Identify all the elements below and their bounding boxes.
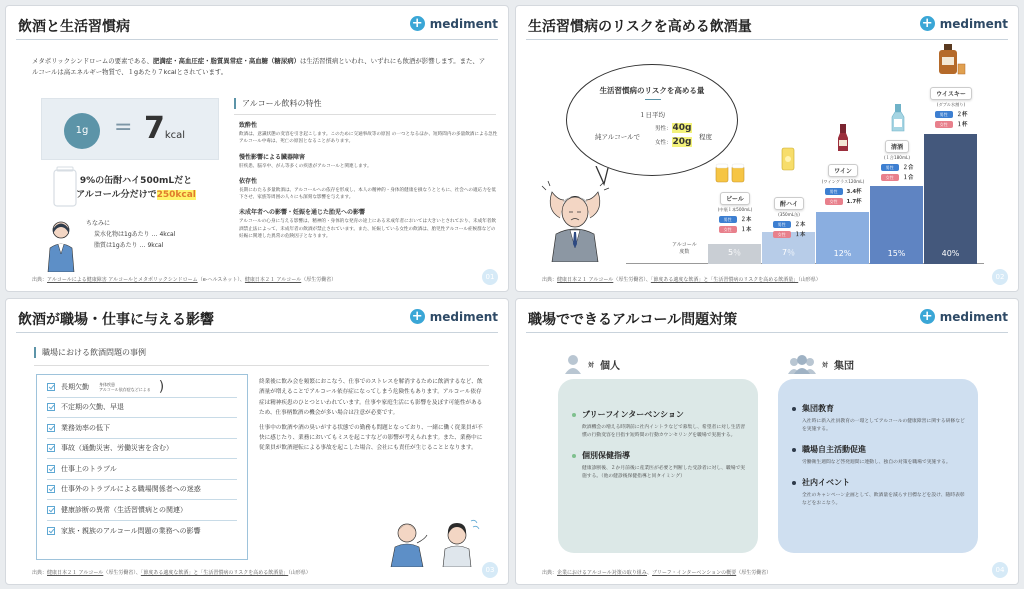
measure-item [792,477,966,508]
measure-title: 個別保健指導 [582,451,630,460]
check-icon [47,527,55,535]
male-amount [655,123,692,133]
axis-label-line: 度数 [679,249,690,255]
drink-unit: (ダブル水割り) [936,102,966,107]
person-icon [564,354,582,374]
brand-name: mediment [429,16,498,31]
drink-unit: (中瓶１本500mL) [717,207,753,212]
brand-name: mediment [939,16,1008,31]
sub-note-line: 身体疾患 [99,381,115,387]
female-amount: １合 [902,175,914,181]
features-divider [234,114,496,115]
drink-label [866,134,928,181]
slide-title: 生活習慣病のリスクを高める飲酒量 [528,19,752,35]
list-item-label: 仕事外のトラブルによる職場関係者への迷惑 [61,485,201,494]
measure-desc: 入社時に新入社員教育の一環としてアルコールの健康障害に関する研修などを実施する。 [802,419,965,432]
female-tag: 女性 [935,121,953,128]
list-item-label: 業務効率の低下 [61,423,110,432]
drink-unit: (350mL缶) [778,212,800,217]
brand-name: mediment [429,309,498,324]
bracket-icon: ) [158,378,165,395]
drink-name: ウイスキー [930,87,972,100]
brand-logo [920,16,1008,31]
plus-icon: + [410,309,425,324]
list-item [47,500,237,521]
beer-mugs-icon [714,162,748,188]
female-tag: 女性 [773,231,791,238]
measure-title: 集団教育 [802,404,834,413]
slide-drinking-lifestyle-disease [5,5,509,292]
paragraph: 仕事中の飲酒や酒の臭いがする状態での勤務も問題となっており、一緒に働く従業員が不快に感じたり、業務においてもミスを起こすなどの影響が考えられます。また、業務中に従業員が飲酒運転による事故を起こした場合、会社にも責任が生じることとなります。 [259,424,483,452]
chuhai-calorie-note [56,174,216,202]
male-label: 男性： [655,126,672,132]
target-prefix: 対 [588,361,595,369]
female-amount: １本 [740,227,752,233]
page-number: 01 [482,269,498,285]
drink-name: ビール [720,192,750,205]
source-prefix: 出典： [542,570,558,576]
source-text: （e-ヘルスネット）、 [197,277,245,283]
group-heading [788,354,854,374]
male-row [704,215,766,223]
kcal-unit: kcal [164,130,186,141]
female-tag: 女性 [881,174,899,181]
drink-name: 酎ハイ [774,197,804,210]
chuhai-can-icon [780,146,796,176]
list-item [47,439,237,460]
woman-illustration-icon [42,218,80,272]
male-tag: 男性 [935,111,953,118]
feature-desc: 飲酒は、意識状態の変容を引き起こします。このために交通事故等の原因 の一つとなるほか、短時間内の多量飲酒による急性アルコール中毒は、死亡の原因となることがあります。 [239,132,498,145]
female-tag: 女性 [825,198,843,205]
source-link[interactable]: アルコールによる健康障害 アルコールとメタボリックシンドローム [47,277,198,283]
title-divider [526,332,1008,333]
source-link[interactable]: 健康日本２１ アルコール [244,277,302,283]
kcal-value [144,111,185,146]
alcohol-percent: 40% [941,249,960,258]
source-text: （山形県） [288,570,311,576]
feature-title: 慢性影響による臓器障害 [239,153,306,161]
individual-heading [564,354,620,374]
page-number: 02 [992,269,1008,285]
target-label: 個人 [600,360,621,372]
source-link[interactable]: 健康日本２１ アルコール [47,570,104,576]
features-heading: アルコール飲料の特性 [234,98,322,109]
female-row [704,225,766,233]
group-measures-card [778,379,978,553]
axis-label [672,242,697,256]
daily-average: １日平均 [639,111,665,119]
check-icon [47,383,55,391]
source-link[interactable]: 企業におけるアルコール対策の取り組み [557,570,648,576]
page-number: 03 [482,562,498,578]
check-icon [47,465,55,473]
male-amount: ２合 [902,165,914,171]
male-row [758,220,820,228]
drink-label [920,81,982,128]
intro-emphasis: 肥満症・高血圧症・脂質異常症・高血糖（糖尿病） [153,57,300,65]
drink-name: 清酒 [885,140,909,153]
slide-workplace-impact [5,298,509,585]
male-row [812,187,874,195]
drink-label [758,191,820,238]
source-text: （厚生労働省）、 [103,570,141,576]
list-item-label: 不定期の欠勤、早退 [61,403,124,412]
wine-bottle-icon [836,124,850,156]
plus-icon: + [920,309,935,324]
male-tag: 男性 [719,216,737,223]
feature-title: 未成年者への影響・妊娠を通じた胎児への影響 [239,209,366,217]
pure-alcohol-label: 純アルコールで [595,133,641,141]
target-label: 集団 [834,360,855,372]
brand-logo [920,309,1008,324]
bullet-icon [572,454,576,458]
intro-part: メタボリックシンドロームの要素である、 [32,57,154,65]
source-citation [542,569,771,576]
measure-title: ブリーフインターベンション [582,410,684,419]
source-text: 、 [647,570,653,576]
features-list [239,120,499,246]
group-people-icon [788,354,816,374]
male-tag: 男性 [773,221,791,228]
measure-title: 職場自主活動促進 [802,445,866,454]
worried-man-illustration-icon [538,178,612,262]
female-tag: 女性 [719,226,737,233]
male-amount: ２本 [794,222,806,228]
section-heading: 職場における飲酒問題の事例 [34,347,489,358]
feature-desc: アルコールの心身に与える影響は、精神的・身体的な発育の途上にある未成年者においては大きいとされており、未成年者飲酒禁止法によって、未成年者の飲酒が禁止されています。また、妊娠している女性の飲酒は、胎児性アルコール症候群などの妊娠に関連した異常の危険因子となります。 [239,219,496,240]
measure-item [792,444,966,467]
measure-desc: 健康診断後、２か月前後に産業医が必要と判断した受診者に対し、職場で実施する。（他の健診後保健指導と同タイミング） [582,466,746,479]
list-item [47,521,237,542]
male-tag: 男性 [881,164,899,171]
slide-risky-drinking-amount [515,5,1019,292]
check-icon [47,424,55,432]
drink-unit: (１合180mL) [883,155,911,160]
slide-title: 職場でできるアルコール問題対策 [528,312,738,328]
chuhai-line: 9%の缶酎ハイ500mLだと [79,176,193,186]
alcohol-bar [816,212,869,264]
source-citation [32,276,336,283]
source-prefix: 出典： [32,570,48,576]
title-divider [16,332,498,333]
measure-item [572,450,746,481]
brand-logo [410,16,498,31]
source-text: （厚生労働省）、 [613,277,651,283]
intro-part: は生活習慣病といわれ、いずれにも飲酒が影響します。また、アルコールは高エネルギー物質で、１gあたり７kcalとされています。 [32,57,486,76]
plus-icon: + [410,16,425,31]
explanation-text [259,377,487,458]
female-row [758,230,820,238]
check-icon [47,403,55,411]
check-icon [47,506,55,514]
bubble-title: 生活習慣病のリスクを高める量 [599,86,705,95]
section-divider [34,365,489,366]
feature-desc: 長期にわたる多量飲酒は、アルコールへの依存を形成し、本人の精神的・身体的健康を損なうとともに、社会への適応力を低下させ、家族等周囲の人々にも深刻な影響を与えます。 [239,187,496,201]
calorie-comparison-note [86,218,175,251]
note-carb: 炭水化物は1gあたり … 4kcal [94,231,176,238]
bullet-icon [792,448,796,452]
female-row [812,197,874,205]
list-item-label: 健康診断の異常（生活習慣病との関連） [61,505,187,514]
bullet-icon [792,407,796,411]
alcohol-gram-icon [64,113,100,149]
chuhai-line: アルコール分だけで [76,190,157,200]
measure-title: 社内イベント [802,478,850,487]
alcohol-percent: 7％ [781,248,796,257]
male-row [866,163,928,171]
female-amount: 1.7杯 [846,199,862,205]
feature-item [239,176,499,202]
male-amount: ２本 [740,217,752,223]
list-item [47,418,237,439]
feature-title: 依存性 [239,177,258,185]
drink-label [704,186,766,233]
feature-desc: 肝疾患、脳卒中、がん等多くの疾患がアルコールと関連します。 [239,163,372,169]
female-row [866,173,928,181]
sub-note-line: アルコール依存症などによる [99,386,151,392]
source-prefix: 出典： [32,277,48,283]
female-label: 女性： [655,140,672,146]
measure-item [572,409,746,440]
female-row [920,120,982,128]
list-item [47,459,237,480]
page-number: 04 [992,562,1008,578]
note-fat: 脂質は1gあたり … 9kcal [94,242,164,249]
alcohol-percent: 5％ [727,248,742,257]
axis-label-line: アルコール [672,242,697,248]
title-divider [526,39,1008,40]
female-amount: １杯 [956,122,968,128]
note-head: ちなみに [86,220,111,227]
check-icon [47,444,55,452]
feature-title: 致酔性 [239,122,258,129]
male-amount: ２杯 [956,112,968,118]
feature-item [239,152,499,170]
speech-bubble [566,64,738,176]
measure-item [792,403,966,434]
alcohol-bar [708,244,761,264]
list-item [47,480,237,501]
intro-text [32,56,488,78]
brand-logo [410,309,498,324]
source-link[interactable]: 「節度ある適度な飲酒」と「生活習慣病のリスクを高める飲酒量」 [650,277,799,283]
male-amount: 3.4杯 [846,189,862,195]
female-amount [655,137,692,147]
list-item-label: 仕事上のトラブル [61,464,117,473]
alcohol-bar [924,134,977,264]
coworkers-illustration-icon [381,513,483,567]
slide-workplace-countermeasures [515,298,1019,585]
male-tag: 男性 [825,188,843,195]
male-row [920,110,982,118]
alcohol-percent: 15% [887,249,906,258]
source-link[interactable]: ブリーフ・インターベンションの概要 [652,570,737,576]
list-item-label: 家族・親族のアルコール問題の業務への影響 [61,526,201,535]
measure-list [572,409,746,491]
drink-name: ワイン [828,164,858,177]
bullet-icon [792,481,796,485]
alcohol-bar [870,186,923,264]
source-text: （山形県） [798,277,821,283]
sake-bottle-icon [890,104,906,136]
feature-item [239,207,499,240]
check-icon [47,485,55,493]
measure-desc: 労働衛生週間など啓発週間に連動し、独自の対策を職場で実施する。 [802,460,951,465]
brand-name: mediment [939,309,1008,324]
slide-title: 飲酒と生活習慣病 [18,19,130,35]
equals-sign: = [114,115,133,140]
source-link[interactable]: 健康日本２１ アルコール [557,277,614,283]
measure-desc: 全社のキャンペーン企画として、飲酒量を減らす目標などを設け、随時表彰などをおこなう。 [802,493,965,506]
bubble-underline [645,99,661,100]
measure-list [792,403,966,518]
drink-unit: (ワイングラス120mL) [821,179,865,184]
measure-desc: 飲酒機会の増える時期前に社内イントラなどで募集し、希望者に対し生活習慣の行動変容を目指す短時間の行動カウンセリングを職場で実施する。 [582,425,746,438]
individual-measures-card [558,379,758,553]
kcal-number: 7 [144,111,165,146]
whisky-bottle-icon [936,44,966,80]
item-sub-note [99,382,151,392]
target-prefix: 対 [822,361,829,369]
kcal-equation [41,98,219,160]
female-amount: １本 [794,232,806,238]
bullet-icon [572,413,576,417]
degree-label: 程度 [699,133,712,141]
source-prefix: 出典： [542,277,558,283]
source-text: （厚生労働省） [301,277,337,283]
chuhai-kcal: 250kcal [156,190,196,200]
list-item [47,377,237,398]
source-link[interactable]: 「節度ある適度な飲酒」と「生活習慣病のリスクを高める飲酒量」 [140,570,289,576]
list-item-label: 長期欠勤 [61,382,89,391]
list-item [47,398,237,419]
female-value: 20g [672,137,692,147]
male-value: 40g [672,123,692,133]
problem-case-list [36,374,248,560]
slide-title: 飲酒が職場・仕事に与える影響 [18,312,214,328]
source-citation [542,276,821,283]
alcohol-percent: 12% [833,249,852,258]
plus-icon: + [920,16,935,31]
source-citation [32,569,311,576]
feature-item [239,120,499,146]
paragraph: 終業後に飲み会を頻繁におこなう、仕事でのストレスを解消するために飲酒するなど、飲酒量が増えることでアルコール依存症になってしまう危険性もあります。アルコール依存症は精神疾患のひとつといわれています。仕事や家庭生活にも影響を及ぼす可能性があるため、仕事柄飲酒の機会が多い場合は注意が必要です。 [259,379,483,417]
drink-label [812,158,874,205]
title-divider [16,39,498,40]
list-item-label: 事故（通勤災害、労働災害を含む） [61,444,173,453]
gram-label: 1g [75,125,89,136]
source-text: （厚生労働省） [736,570,772,576]
